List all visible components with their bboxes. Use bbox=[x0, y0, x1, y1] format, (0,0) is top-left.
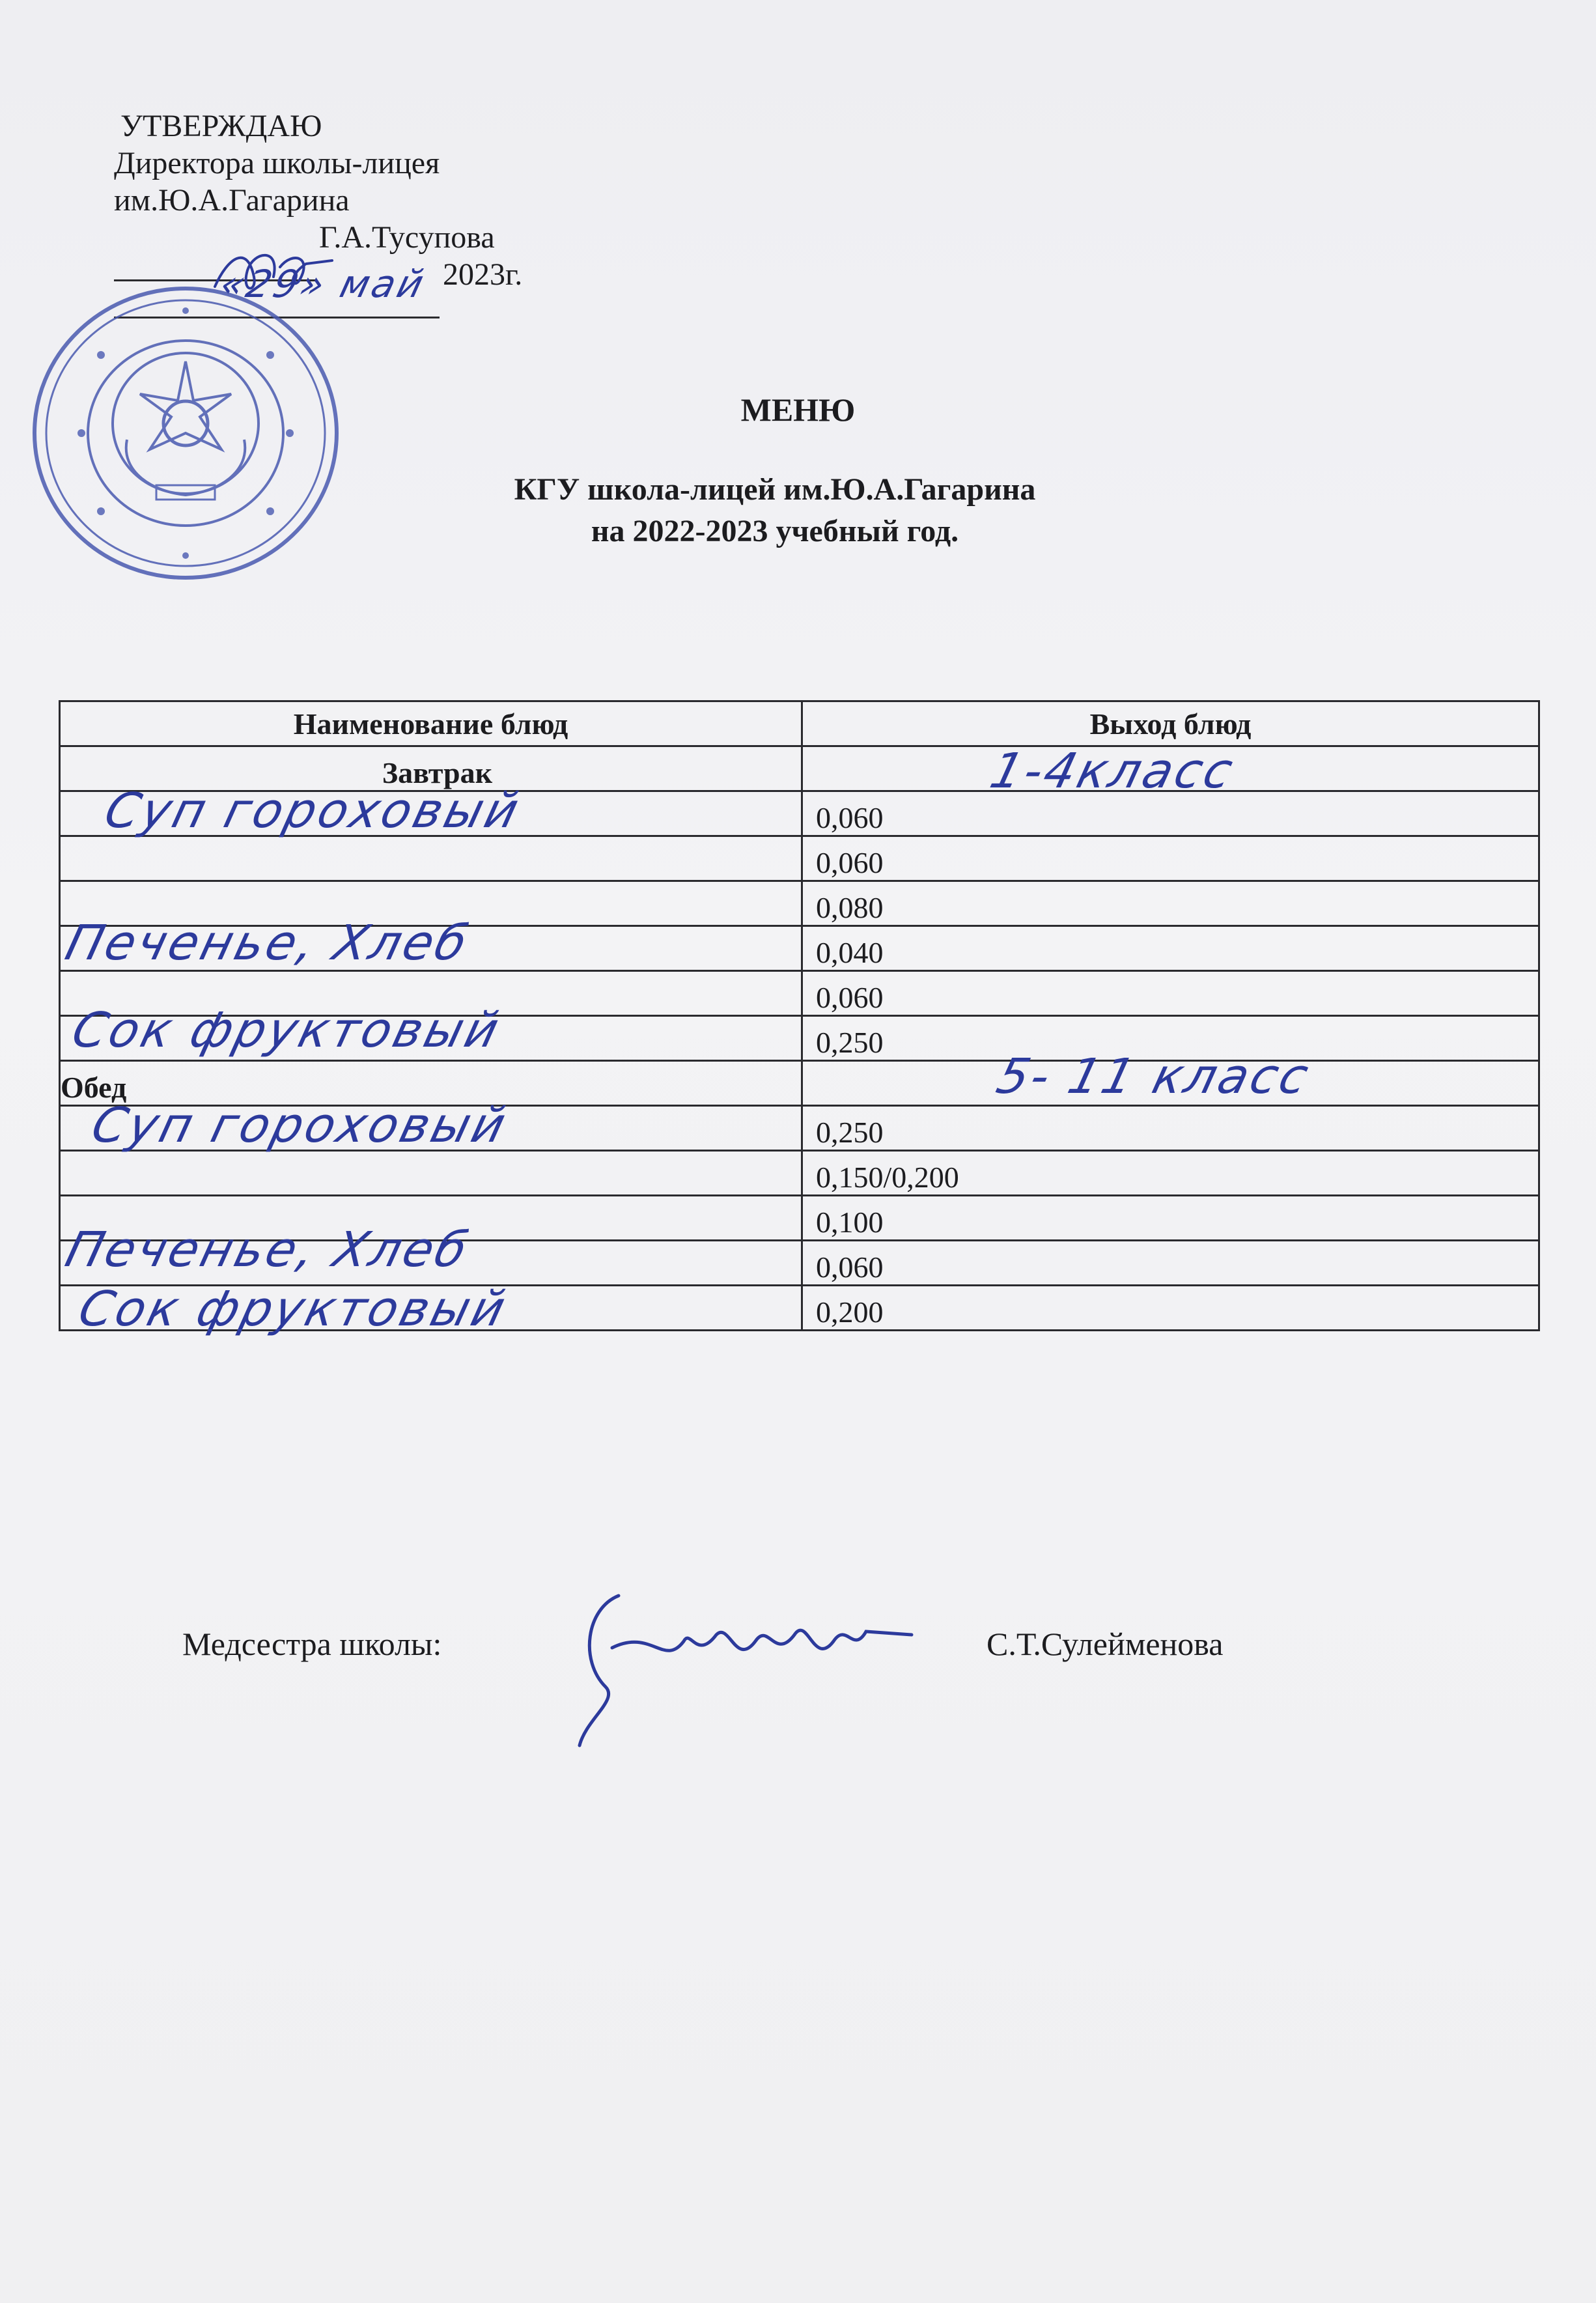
dish-name: Сок фруктовый bbox=[73, 1281, 514, 1337]
table-row bbox=[60, 1286, 1539, 1331]
approval-signer: Г.А.Тусупова bbox=[319, 220, 495, 255]
footer-role: Медсестра школы: bbox=[182, 1626, 442, 1662]
header-portion: Выход блюд bbox=[802, 701, 1539, 746]
approval-title: УТВЕРЖДАЮ bbox=[120, 109, 322, 143]
portion-value: 0,200 bbox=[802, 1286, 1539, 1331]
dish-name: Суп гороховый bbox=[86, 1097, 514, 1153]
table-header-row bbox=[60, 701, 1539, 746]
portion-value: 0,080 bbox=[802, 881, 1539, 926]
nurse-signature bbox=[560, 1570, 925, 1759]
portion-value: 0,040 bbox=[802, 926, 1539, 971]
document-title: МЕНЮ bbox=[740, 391, 856, 428]
approval-school: им.Ю.А.Гагарина bbox=[114, 183, 350, 218]
table-row bbox=[60, 926, 1539, 971]
table-row bbox=[60, 1016, 1539, 1061]
table-row bbox=[60, 836, 1539, 881]
approval-year: 2023г. bbox=[443, 257, 523, 292]
portion-value: 0,060 bbox=[802, 1241, 1539, 1286]
portion-value: 0,060 bbox=[802, 791, 1539, 836]
portion-value: 0,100 bbox=[802, 1196, 1539, 1241]
dish-name bbox=[60, 836, 802, 881]
academic-year: на 2022-2023 учебный год. bbox=[591, 514, 959, 548]
dish-name: Суп гороховый bbox=[99, 783, 527, 839]
menu-table bbox=[59, 700, 1540, 1337]
table-row bbox=[60, 1106, 1539, 1151]
breakfast-label: Завтрак bbox=[382, 756, 493, 789]
dish-name: Печенье, Хлеб bbox=[60, 915, 475, 971]
table-row bbox=[60, 1151, 1539, 1196]
approval-position: Директора школы-лицея bbox=[114, 146, 440, 180]
portion-value: 0,250 bbox=[802, 1016, 1539, 1061]
table-row bbox=[60, 791, 1539, 836]
dish-name bbox=[60, 1151, 802, 1196]
lunch-label: Обед bbox=[61, 1071, 127, 1104]
portion-value: 0,060 bbox=[802, 971, 1539, 1016]
breakfast-grade: 1-4класс bbox=[985, 743, 1241, 799]
official-stamp bbox=[23, 277, 348, 589]
org-name: КГУ школа-лицей им.Ю.А.Гагарина bbox=[514, 472, 1036, 507]
footer-name: С.Т.Сулейменова bbox=[987, 1626, 1224, 1662]
dish-name: Печенье, Хлеб bbox=[60, 1222, 475, 1278]
portion-value: 0,060 bbox=[802, 836, 1539, 881]
dish-name: Сок фруктовый bbox=[66, 1002, 507, 1058]
portion-value: 0,250 bbox=[802, 1106, 1539, 1151]
handwritten-date: «29» май bbox=[216, 262, 431, 306]
lunch-grade: 5- 11 класс bbox=[991, 1049, 1317, 1105]
table-row bbox=[60, 1241, 1539, 1286]
portion-value: 0,150/0,200 bbox=[802, 1151, 1539, 1196]
header-dish-name: Наименование блюд bbox=[60, 701, 802, 746]
